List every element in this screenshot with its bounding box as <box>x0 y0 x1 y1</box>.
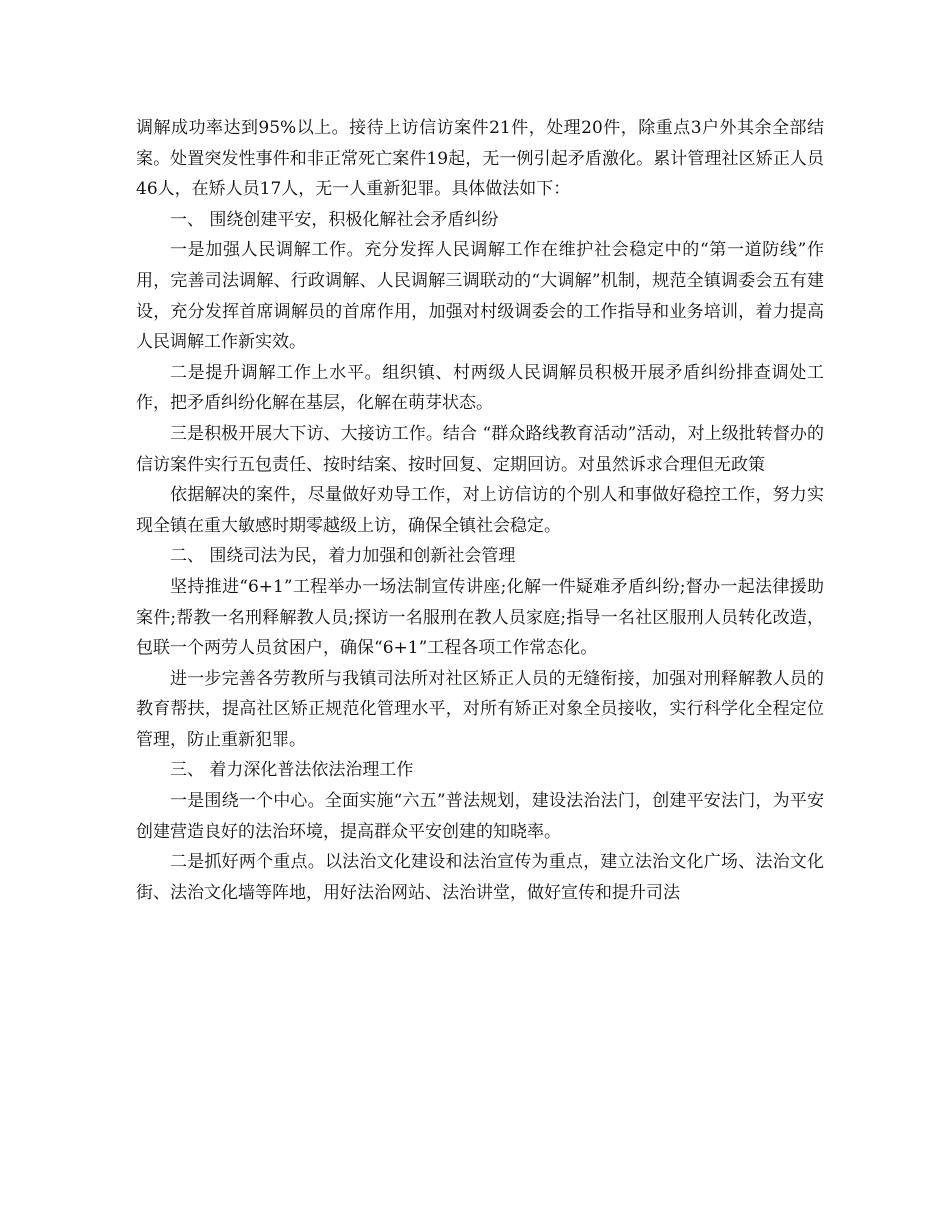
paragraph-mediation: 一是加强人民调解工作。充分发挥人民调解工作在维护社会稳定中的“第一道防线”作用，完善司法调解、行政调解、人民调解三调联动的“大调解”机制，规范全镇调委会五有建设，充分发挥首席调解员的首席作用，加强对村级调委会的工作指导和业务培训，着力提高人民调解工作新实效。 <box>136 240 824 353</box>
paragraph-petition-visits: 三是积极开展大下访、大接访工作。结合 “群众路线教育活动”活动，对上级批转督办的信访案件实行五包责任、按时结案、按时回复、定期回访。对虽然诉求合理但无政策 <box>136 423 824 475</box>
paragraph-mediation-level: 二是提升调解工作上水平。组织镇、村两级人民调解员积极开展矛盾纠纷排查调处工作，把矛盾纠纷化解在基层，化解在萌芽状态。 <box>136 362 824 414</box>
section-heading-1: 一、 围绕创建平安，积极化解社会矛盾纠纷 <box>170 209 499 230</box>
paragraph-one-center: 一是围绕一个中心。全面实施“六五”普法规划，建设法治法门，创建平安法门，为平安创建营造良好的法治环境，提高群众平安创建的知晓率。 <box>136 791 824 842</box>
document-body <box>136 113 824 908</box>
section-heading-2: 二、 围绕司法为民，着力加强和创新社会管理 <box>170 546 516 567</box>
paragraph-petition-followup: 依据解决的案件，尽量做好劝导工作，对上访信访的个别人和事做好稳控工作，努力实现全镇在重大敏感时期零越级上访，确保全镇社会稳定。 <box>136 485 824 536</box>
paragraph-six-plus-one: 坚持推进“6+1”工程举办一场法制宣传讲座;化解一件疑难矛盾纠纷;督办一起法律援助案件;帮教一名刑释解教人员;探访一名服刑在教人员家庭;指导一名社区服刑人员转化改造，包联一个两劳人员贫困户，确保“6+1”工程各项工作常态化。 <box>136 576 824 659</box>
paragraph-intro-stats: 调解成功率达到95%以上。接待上访信访案件21件，处理20件，除重点3户外其余全部结案。处置突发性事件和非正常死亡案件19起，无一例引起矛盾激化。累计管理社区矫正人员46人，在矫人员17人，无一人重新犯罪。具体做法如下： <box>136 118 824 200</box>
paragraph-two-focuses: 二是抓好两个重点。以法治文化建设和法治宣传为重点，建立法治文化广场、法治文化街、法治文化墙等阵地，用好法治网站、法治讲堂，做好宣传和提升司法 <box>136 852 824 903</box>
section-heading-3: 三、 着力深化普法依法治理工作 <box>170 760 414 781</box>
paragraph-community-correction: 进一步完善各劳教所与我镇司法所对社区矫正人员的无缝衔接，加强对刑释解教人员的教育帮扶，提高社区矫正规范化管理水平，对所有矫正对象全员接收，实行科学化全程定位管理，防止重新犯罪。 <box>136 668 824 750</box>
